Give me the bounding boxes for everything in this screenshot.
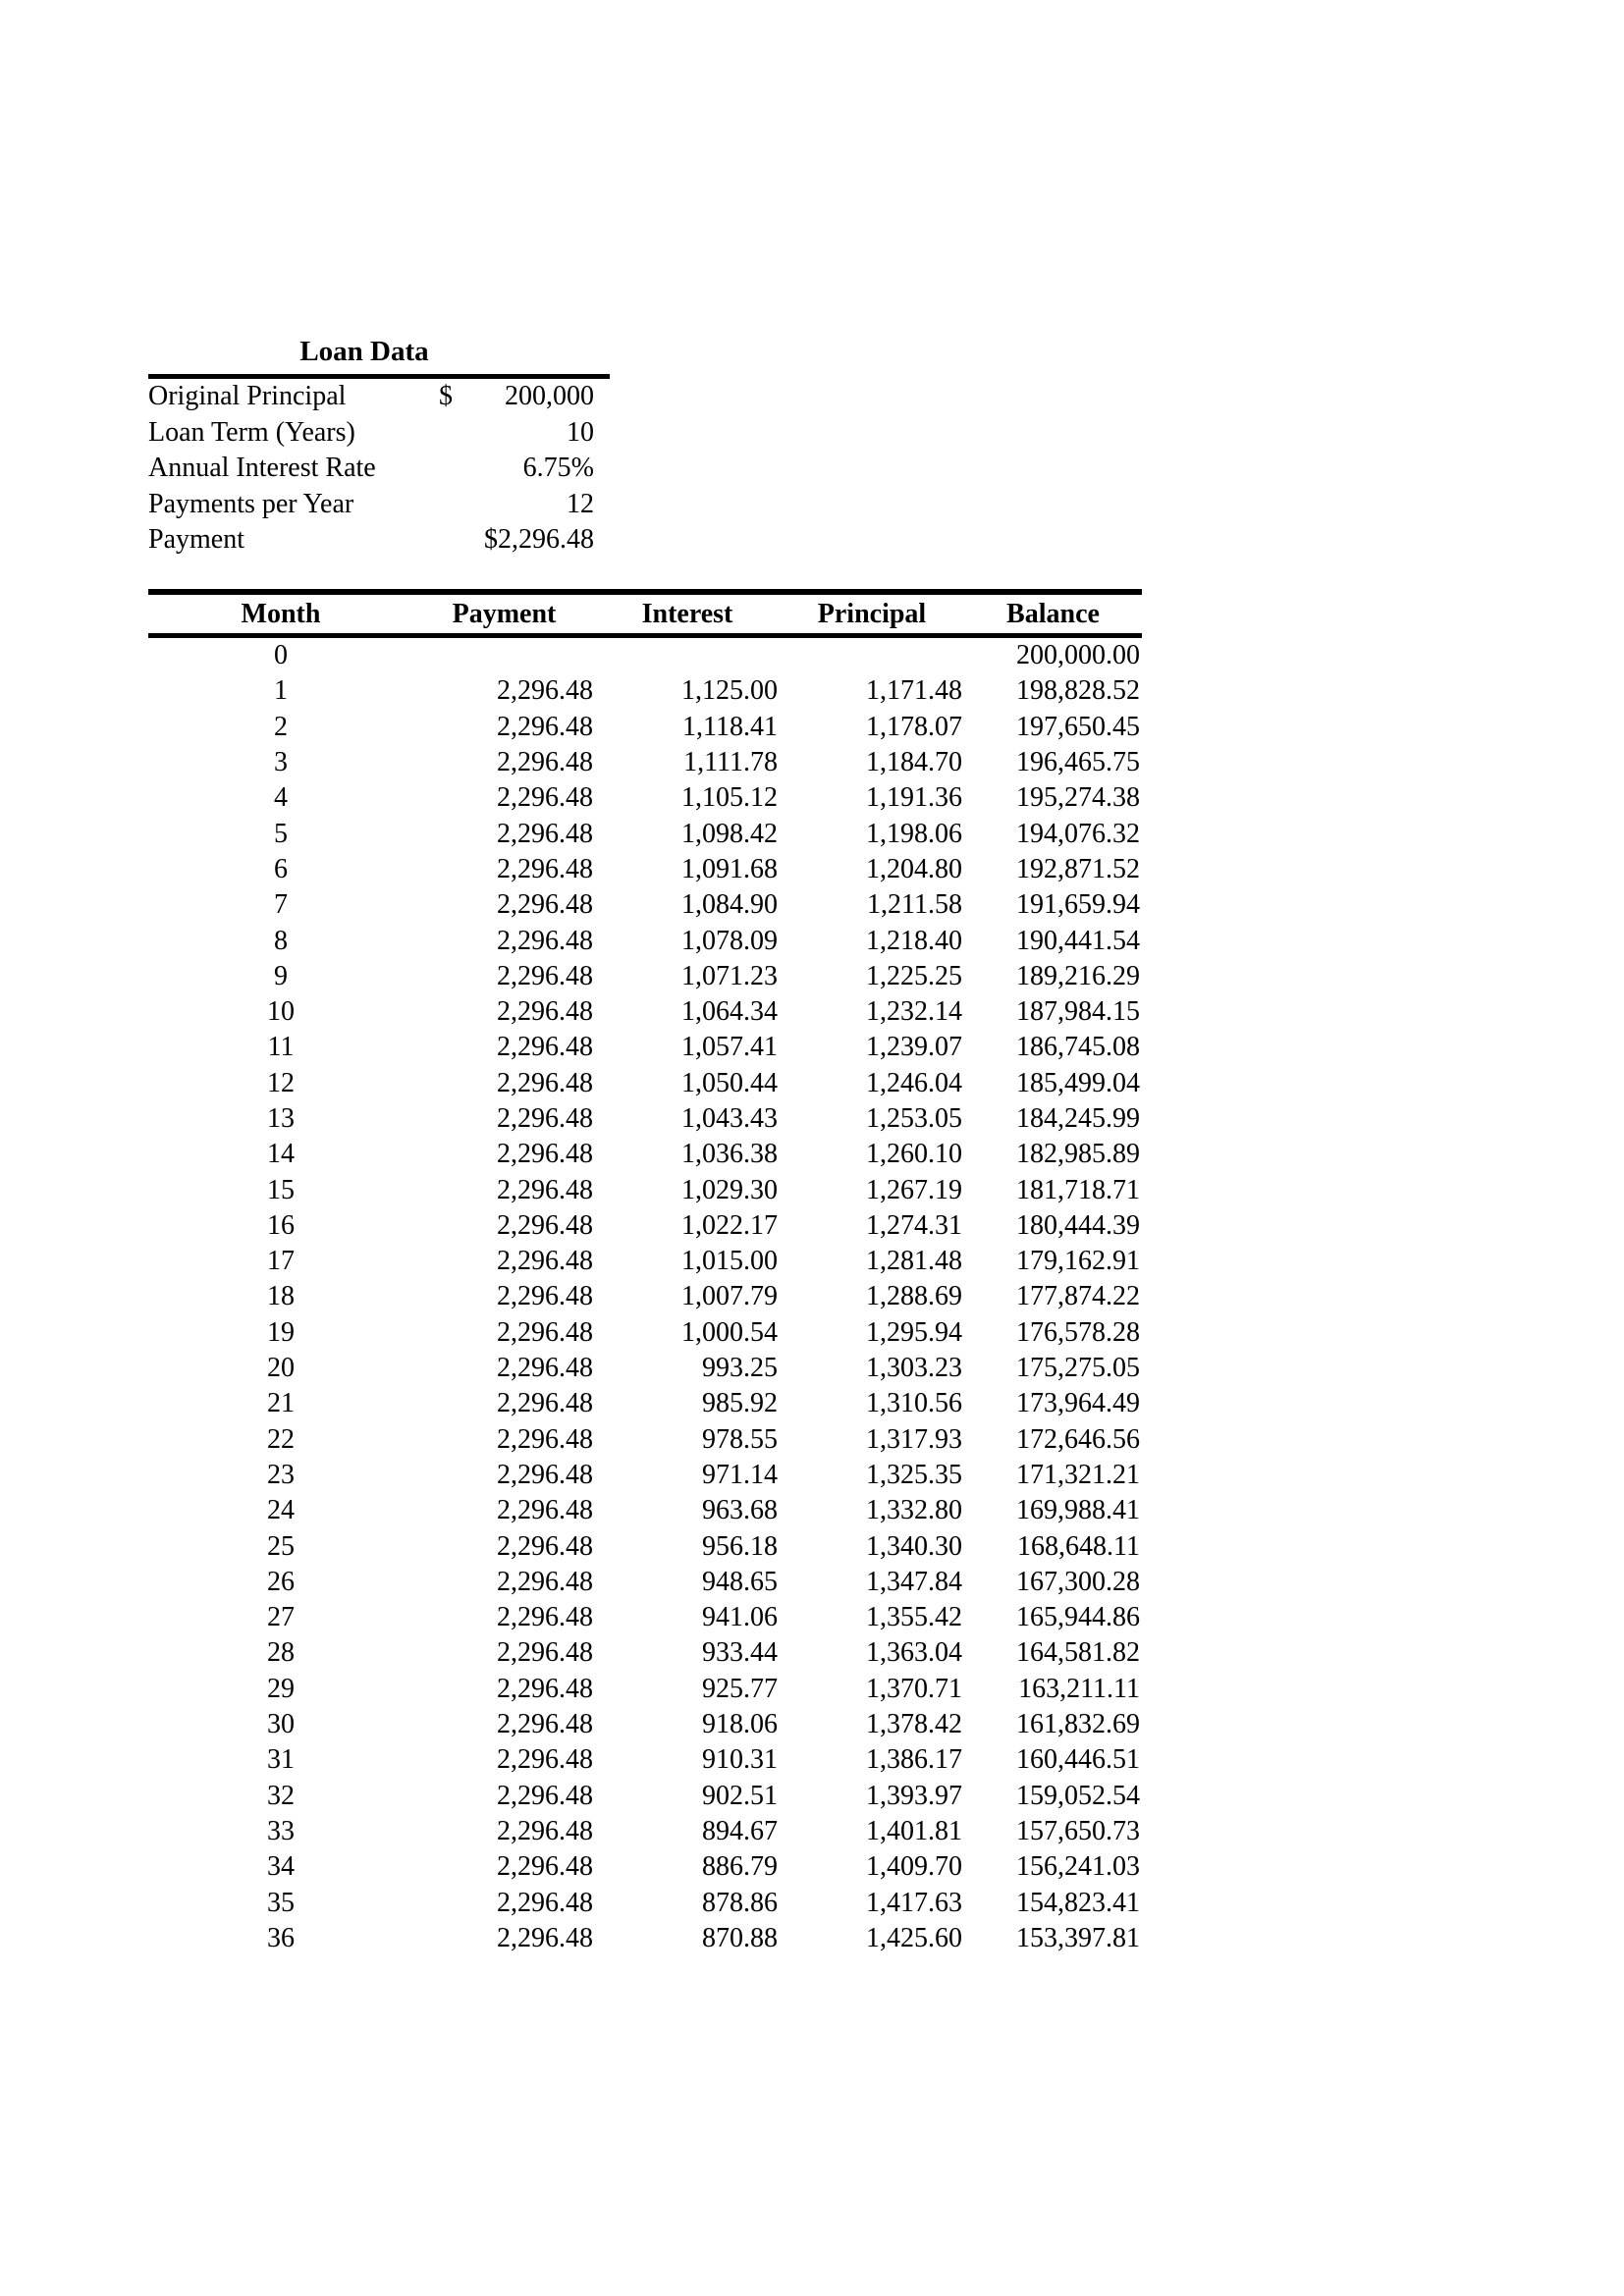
loan-label: Payment [148, 524, 244, 556]
cell-payment: 2,296.48 [497, 1495, 593, 1526]
cell-interest: 878.86 [702, 1887, 778, 1918]
cell-payment: 2,296.48 [497, 1459, 593, 1490]
cell-payment: 2,296.48 [497, 1032, 593, 1063]
cell-principal: 1,393.97 [866, 1780, 962, 1811]
cell-balance: 154,823.41 [1016, 1887, 1140, 1918]
cell-principal: 1,232.14 [866, 996, 962, 1028]
cell-payment: 2,296.48 [497, 1851, 593, 1883]
cell-month: 10 [267, 996, 295, 1028]
cell-month: 23 [267, 1459, 295, 1490]
table-row [148, 1707, 1142, 1742]
cell-payment: 2,296.48 [497, 1709, 593, 1740]
cell-payment: 2,296.48 [497, 1530, 593, 1562]
cell-interest: 894.67 [702, 1815, 778, 1846]
cell-payment: 2,296.48 [497, 1637, 593, 1669]
cell-month: 25 [267, 1530, 295, 1562]
cell-month: 26 [267, 1566, 295, 1597]
cell-month: 27 [267, 1602, 295, 1633]
cell-interest: 1,007.79 [681, 1281, 778, 1312]
currency-symbol [423, 487, 462, 523]
cell-balance: 192,871.52 [1016, 853, 1140, 884]
cell-principal: 1,198.06 [866, 818, 962, 849]
cell-interest: 993.25 [702, 1353, 778, 1384]
cell-month: 13 [267, 1103, 295, 1134]
table-row [148, 852, 1142, 887]
cell-month: 14 [267, 1139, 295, 1170]
cell-balance: 168,648.11 [1017, 1530, 1140, 1562]
table-row [148, 745, 1142, 780]
cell-payment: 2,296.48 [497, 1316, 593, 1348]
table-row [148, 1672, 1142, 1707]
cell-interest: 925.77 [702, 1673, 778, 1704]
cell-payment: 2,296.48 [497, 1887, 593, 1918]
cell-balance: 184,245.99 [1016, 1103, 1140, 1134]
table-row [148, 1528, 1142, 1564]
cell-principal: 1,386.17 [866, 1744, 962, 1776]
table-row [148, 1422, 1142, 1458]
table-row [148, 636, 1142, 674]
cell-interest: 918.06 [702, 1709, 778, 1740]
column-header-principal: Principal [817, 598, 927, 629]
cell-month: 34 [267, 1851, 295, 1883]
loan-label: Original Principal [148, 381, 347, 412]
cell-balance: 169,988.41 [1016, 1495, 1140, 1526]
cell-month: 29 [267, 1673, 295, 1704]
cell-balance: 179,162.91 [1016, 1246, 1140, 1277]
cell-interest: 1,050.44 [681, 1067, 778, 1098]
cell-month: 18 [267, 1281, 295, 1312]
loan-label: Annual Interest Rate [148, 453, 376, 484]
cell-balance: 167,300.28 [1016, 1566, 1140, 1597]
table-row [148, 959, 1142, 994]
table-row [148, 887, 1142, 923]
cell-payment: 2,296.48 [497, 1423, 593, 1455]
column-header-payment: Payment [452, 598, 557, 629]
cell-interest: 1,057.41 [681, 1032, 778, 1063]
cell-payment: 2,296.48 [497, 1602, 593, 1633]
cell-principal: 1,332.80 [866, 1495, 962, 1526]
cell-balance: 153,397.81 [1016, 1922, 1140, 1953]
loan-value: 10 [567, 416, 594, 448]
cell-interest: 1,125.00 [681, 675, 778, 707]
loan-value: 200,000 [505, 381, 594, 412]
cell-month: 11 [267, 1032, 295, 1063]
cell-month: 0 [274, 640, 288, 671]
cell-month: 12 [267, 1067, 295, 1098]
cell-month: 8 [274, 925, 288, 956]
cell-balance: 173,964.49 [1016, 1388, 1140, 1419]
currency-symbol [423, 415, 462, 452]
loan-data-row [148, 415, 610, 452]
cell-principal: 1,288.69 [866, 1281, 962, 1312]
cell-month: 30 [267, 1709, 295, 1740]
cell-balance: 181,718.71 [1016, 1174, 1140, 1205]
cell-payment: 2,296.48 [497, 1744, 593, 1776]
column-header-balance: Balance [1006, 598, 1100, 629]
cell-payment: 2,296.48 [497, 1067, 593, 1098]
cell-interest: 1,084.90 [681, 889, 778, 921]
table-row [148, 1742, 1142, 1778]
cell-balance: 187,984.15 [1016, 996, 1140, 1028]
cell-interest: 1,064.34 [681, 996, 778, 1028]
cell-principal: 1,347.84 [866, 1566, 962, 1597]
cell-payment: 2,296.48 [497, 960, 593, 991]
cell-payment: 2,296.48 [497, 1566, 593, 1597]
cell-principal: 1,409.70 [866, 1851, 962, 1883]
cell-principal: 1,225.25 [866, 960, 962, 991]
cell-principal: 1,317.93 [866, 1423, 962, 1455]
cell-month: 2 [274, 711, 288, 742]
cell-balance: 198,828.52 [1016, 675, 1140, 707]
cell-payment: 2,296.48 [497, 1139, 593, 1170]
table-row [148, 1493, 1142, 1528]
cell-month: 24 [267, 1495, 295, 1526]
cell-interest: 1,036.38 [681, 1139, 778, 1170]
loan-value: $2,296.48 [484, 524, 594, 556]
table-row [148, 1600, 1142, 1635]
cell-principal: 1,204.80 [866, 853, 962, 884]
table-row [148, 1244, 1142, 1279]
amortization-table [148, 589, 1142, 1956]
cell-principal: 1,340.30 [866, 1530, 962, 1562]
cell-payment [413, 636, 595, 674]
cell-month: 9 [274, 960, 288, 991]
cell-month: 22 [267, 1423, 295, 1455]
cell-interest [595, 636, 780, 674]
cell-payment: 2,296.48 [497, 996, 593, 1028]
cell-month: 16 [267, 1209, 295, 1241]
cell-principal: 1,218.40 [866, 925, 962, 956]
cell-interest: 956.18 [702, 1530, 778, 1562]
cell-interest: 1,091.68 [681, 853, 778, 884]
cell-principal: 1,310.56 [866, 1388, 962, 1419]
table-row [148, 673, 1142, 709]
cell-principal: 1,370.71 [866, 1673, 962, 1704]
cell-principal [780, 636, 964, 674]
cell-balance: 159,052.54 [1016, 1780, 1140, 1811]
cell-month: 20 [267, 1353, 295, 1384]
cell-principal: 1,191.36 [866, 782, 962, 814]
loan-data-row [148, 377, 610, 415]
cell-interest: 1,022.17 [681, 1209, 778, 1241]
cell-balance: 189,216.29 [1016, 960, 1140, 991]
cell-balance: 186,745.08 [1016, 1032, 1140, 1063]
cell-principal: 1,378.42 [866, 1709, 962, 1740]
cell-payment: 2,296.48 [497, 675, 593, 707]
cell-principal: 1,401.81 [866, 1815, 962, 1846]
cell-month: 5 [274, 818, 288, 849]
table-row [148, 1030, 1142, 1065]
cell-principal: 1,246.04 [866, 1067, 962, 1098]
cell-balance: 182,985.89 [1016, 1139, 1140, 1170]
cell-payment: 2,296.48 [497, 1673, 593, 1704]
cell-balance: 161,832.69 [1016, 1709, 1140, 1740]
cell-interest: 902.51 [702, 1780, 778, 1811]
cell-payment: 2,296.48 [497, 1353, 593, 1384]
loan-value: 6.75% [522, 453, 594, 484]
table-row [148, 1172, 1142, 1207]
cell-balance: 172,646.56 [1016, 1423, 1140, 1455]
cell-principal: 1,253.05 [866, 1103, 962, 1134]
loan-data-title: Loan Data [299, 336, 429, 367]
column-header-month: Month [241, 598, 321, 629]
cell-interest: 948.65 [702, 1566, 778, 1597]
cell-balance: 160,446.51 [1016, 1744, 1140, 1776]
cell-month: 19 [267, 1316, 295, 1348]
cell-interest: 886.79 [702, 1851, 778, 1883]
cell-month: 32 [267, 1780, 295, 1811]
loan-data-row [148, 451, 610, 487]
cell-balance: 156,241.03 [1016, 1851, 1140, 1883]
cell-interest: 910.31 [702, 1744, 778, 1776]
cell-balance: 190,441.54 [1016, 925, 1140, 956]
cell-balance: 180,444.39 [1016, 1209, 1140, 1241]
cell-principal: 1,171.48 [866, 675, 962, 707]
cell-payment: 2,296.48 [497, 711, 593, 742]
cell-interest: 971.14 [702, 1459, 778, 1490]
loan-label: Payments per Year [148, 488, 354, 519]
cell-payment: 2,296.48 [497, 1209, 593, 1241]
cell-principal: 1,303.23 [866, 1353, 962, 1384]
loan-data-row [148, 522, 610, 559]
loan-data-section [148, 330, 610, 559]
cell-principal: 1,239.07 [866, 1032, 962, 1063]
cell-interest: 985.92 [702, 1388, 778, 1419]
cell-payment: 2,296.48 [497, 1174, 593, 1205]
cell-principal: 1,325.35 [866, 1459, 962, 1490]
table-row [148, 994, 1142, 1030]
cell-month: 28 [267, 1637, 295, 1669]
table-row [148, 1101, 1142, 1137]
cell-month: 3 [274, 747, 288, 778]
cell-principal: 1,274.31 [866, 1209, 962, 1241]
cell-interest: 1,043.43 [681, 1103, 778, 1134]
table-row [148, 1849, 1142, 1885]
table-row [148, 1779, 1142, 1814]
cell-principal: 1,267.19 [866, 1174, 962, 1205]
cell-payment: 2,296.48 [497, 818, 593, 849]
cell-month: 35 [267, 1887, 295, 1918]
cell-principal: 1,417.63 [866, 1887, 962, 1918]
cell-payment: 2,296.48 [497, 747, 593, 778]
cell-balance: 194,076.32 [1016, 818, 1140, 849]
cell-interest: 941.06 [702, 1602, 778, 1633]
cell-payment: 2,296.48 [497, 782, 593, 814]
cell-interest: 933.44 [702, 1637, 778, 1669]
cell-payment: 2,296.48 [497, 1246, 593, 1277]
cell-principal: 1,178.07 [866, 711, 962, 742]
loan-data-row [148, 487, 610, 523]
table-row [148, 1565, 1142, 1600]
loan-value: 12 [567, 488, 594, 519]
cell-payment: 2,296.48 [497, 1281, 593, 1312]
cell-interest: 1,118.41 [682, 711, 778, 742]
cell-balance: 177,874.22 [1016, 1281, 1140, 1312]
cell-interest: 1,071.23 [681, 960, 778, 991]
loan-label: Loan Term (Years) [148, 416, 355, 448]
loan-data-table [148, 374, 610, 559]
amortization-section [148, 589, 1142, 1956]
table-row [148, 1351, 1142, 1386]
currency-symbol: $ [439, 381, 453, 412]
table-row [148, 1315, 1142, 1351]
table-row [148, 816, 1142, 851]
cell-month: 15 [267, 1174, 295, 1205]
cell-month: 33 [267, 1815, 295, 1846]
cell-interest: 1,015.00 [681, 1246, 778, 1277]
cell-payment: 2,296.48 [497, 853, 593, 884]
cell-principal: 1,295.94 [866, 1316, 962, 1348]
cell-payment: 2,296.48 [497, 1780, 593, 1811]
table-row [148, 1208, 1142, 1244]
cell-interest: 1,078.09 [681, 925, 778, 956]
cell-payment: 2,296.48 [497, 1815, 593, 1846]
cell-interest: 1,000.54 [681, 1316, 778, 1348]
cell-principal: 1,363.04 [866, 1637, 962, 1669]
cell-balance: 195,274.38 [1016, 782, 1140, 814]
cell-month: 1 [274, 675, 288, 707]
cell-interest: 978.55 [702, 1423, 778, 1455]
cell-interest: 1,029.30 [681, 1174, 778, 1205]
cell-interest: 1,098.42 [681, 818, 778, 849]
table-row [148, 1386, 1142, 1421]
table-row [148, 1137, 1142, 1172]
header-row [148, 592, 1142, 636]
currency-symbol [423, 522, 462, 559]
cell-payment: 2,296.48 [497, 1388, 593, 1419]
cell-interest: 870.88 [702, 1922, 778, 1953]
table-row [148, 1885, 1142, 1920]
cell-balance: 157,650.73 [1016, 1815, 1140, 1846]
cell-month: 7 [274, 889, 288, 921]
table-row [148, 1814, 1142, 1849]
cell-balance: 200,000.00 [1016, 640, 1140, 671]
cell-payment: 2,296.48 [497, 889, 593, 921]
table-row [148, 780, 1142, 816]
cell-month: 6 [274, 853, 288, 884]
cell-month: 17 [267, 1246, 295, 1277]
column-header-interest: Interest [641, 598, 733, 629]
table-row [148, 1921, 1142, 1956]
table-row [148, 710, 1142, 745]
cell-principal: 1,355.42 [866, 1602, 962, 1633]
cell-payment: 2,296.48 [497, 1103, 593, 1134]
cell-interest: 1,105.12 [681, 782, 778, 814]
currency-symbol [423, 451, 462, 487]
cell-balance: 171,321.21 [1016, 1459, 1140, 1490]
cell-principal: 1,211.58 [867, 889, 962, 921]
cell-balance: 176,578.28 [1016, 1316, 1140, 1348]
table-row [148, 1635, 1142, 1671]
cell-balance: 175,275.05 [1016, 1353, 1140, 1384]
cell-balance: 165,944.86 [1016, 1602, 1140, 1633]
cell-month: 31 [267, 1744, 295, 1776]
table-row [148, 1066, 1142, 1101]
cell-month: 36 [267, 1922, 295, 1953]
cell-month: 21 [267, 1388, 295, 1419]
cell-payment: 2,296.48 [497, 925, 593, 956]
cell-payment: 2,296.48 [497, 1922, 593, 1953]
cell-balance: 164,581.82 [1016, 1637, 1140, 1669]
cell-principal: 1,425.60 [866, 1922, 962, 1953]
cell-interest: 963.68 [702, 1495, 778, 1526]
cell-principal: 1,281.48 [866, 1246, 962, 1277]
cell-month: 4 [274, 782, 288, 814]
cell-principal: 1,184.70 [866, 747, 962, 778]
cell-balance: 197,650.45 [1016, 711, 1140, 742]
cell-balance: 191,659.94 [1016, 889, 1140, 921]
table-row [148, 1279, 1142, 1314]
cell-balance: 185,499.04 [1016, 1067, 1140, 1098]
table-row [148, 1458, 1142, 1493]
cell-principal: 1,260.10 [866, 1139, 962, 1170]
cell-balance: 196,465.75 [1016, 747, 1140, 778]
table-row [148, 923, 1142, 958]
cell-interest: 1,111.78 [683, 747, 778, 778]
cell-balance: 163,211.11 [1018, 1673, 1140, 1704]
